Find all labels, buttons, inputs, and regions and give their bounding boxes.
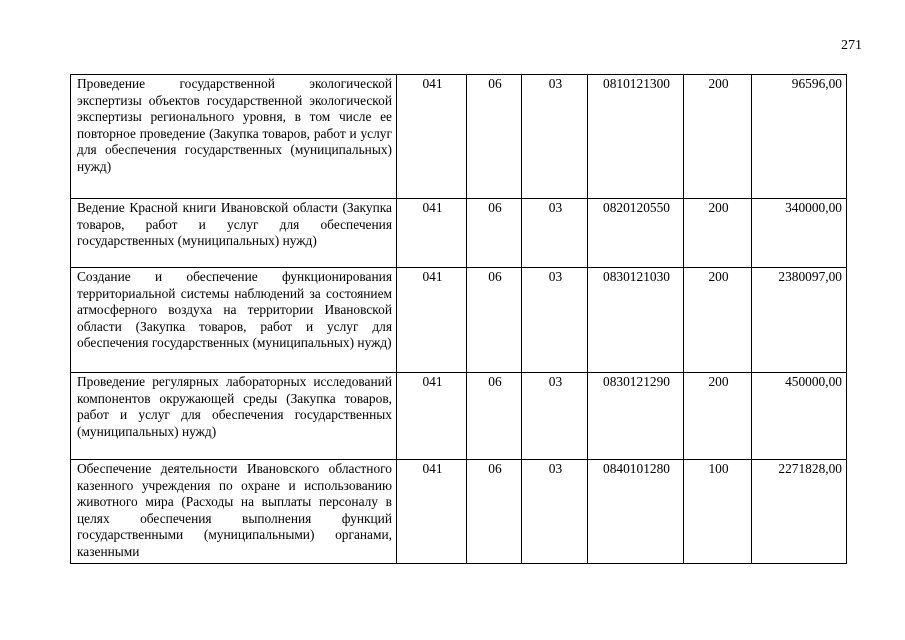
expense-type-code: 200 bbox=[684, 268, 752, 373]
section-code: 06 bbox=[467, 75, 522, 199]
amount-value: 340000,00 bbox=[752, 199, 847, 268]
subsection-code: 03 bbox=[522, 373, 588, 460]
page-number: 271 bbox=[841, 38, 862, 53]
target-article-code: 0820120550 bbox=[588, 199, 684, 268]
table-row bbox=[71, 199, 847, 268]
ministry-code: 041 bbox=[397, 460, 467, 564]
target-article-code: 0810121300 bbox=[588, 75, 684, 199]
ministry-code: 041 bbox=[397, 268, 467, 373]
row-description: Проведение регулярных лабораторных исследований компонентов окружающей среды (Закупка товаров, работ и услуг для обеспечения государственных (муниципальных) нужд) bbox=[71, 373, 397, 460]
subsection-code: 03 bbox=[522, 75, 588, 199]
subsection-code: 03 bbox=[522, 268, 588, 373]
subsection-code: 03 bbox=[522, 199, 588, 268]
ministry-code: 041 bbox=[397, 373, 467, 460]
ministry-code: 041 bbox=[397, 75, 467, 199]
target-article-code: 0830121290 bbox=[588, 373, 684, 460]
subsection-code: 03 bbox=[522, 460, 588, 564]
section-code: 06 bbox=[467, 199, 522, 268]
expense-type-code: 200 bbox=[684, 199, 752, 268]
expense-type-code: 200 bbox=[684, 75, 752, 199]
row-description: Обеспечение деятельности Ивановского областного казенного учреждения по охране и использованию животного мира (Расходы на выплаты персоналу в целях обеспечения выполнения функций государственными (муниципальными) органами, казенными bbox=[71, 460, 397, 564]
amount-value: 450000,00 bbox=[752, 373, 847, 460]
ministry-code: 041 bbox=[397, 199, 467, 268]
target-article-code: 0840101280 bbox=[588, 460, 684, 564]
budget-table bbox=[70, 74, 847, 564]
target-article-code: 0830121030 bbox=[588, 268, 684, 373]
row-description: Создание и обеспечение функционирования территориальной системы наблюдений за состоянием атмосферного воздуха на территории Ивановской области (Закупка товаров, работ и услуг для обеспечения государственных (муниципальных) нужд) bbox=[71, 268, 397, 373]
section-code: 06 bbox=[467, 460, 522, 564]
table-row bbox=[71, 373, 847, 460]
row-description: Проведение государственной экологической экспертизы объектов государственной экологической экспертизы регионального уровня, в том числе ее повторное проведение (Закупка товаров, работ и услуг для обеспечения государственных (муниципальных) нужд) bbox=[71, 75, 397, 199]
expense-type-code: 200 bbox=[684, 373, 752, 460]
section-code: 06 bbox=[467, 268, 522, 373]
table-row bbox=[71, 460, 847, 564]
table-row bbox=[71, 268, 847, 373]
section-code: 06 bbox=[467, 373, 522, 460]
table-row bbox=[71, 75, 847, 199]
amount-value: 2380097,00 bbox=[752, 268, 847, 373]
amount-value: 2271828,00 bbox=[752, 460, 847, 564]
expense-type-code: 100 bbox=[684, 460, 752, 564]
amount-value: 96596,00 bbox=[752, 75, 847, 199]
row-description: Ведение Красной книги Ивановской области (Закупка товаров, работ и услуг для обеспечения государственных (муниципальных) нужд) bbox=[71, 199, 397, 268]
